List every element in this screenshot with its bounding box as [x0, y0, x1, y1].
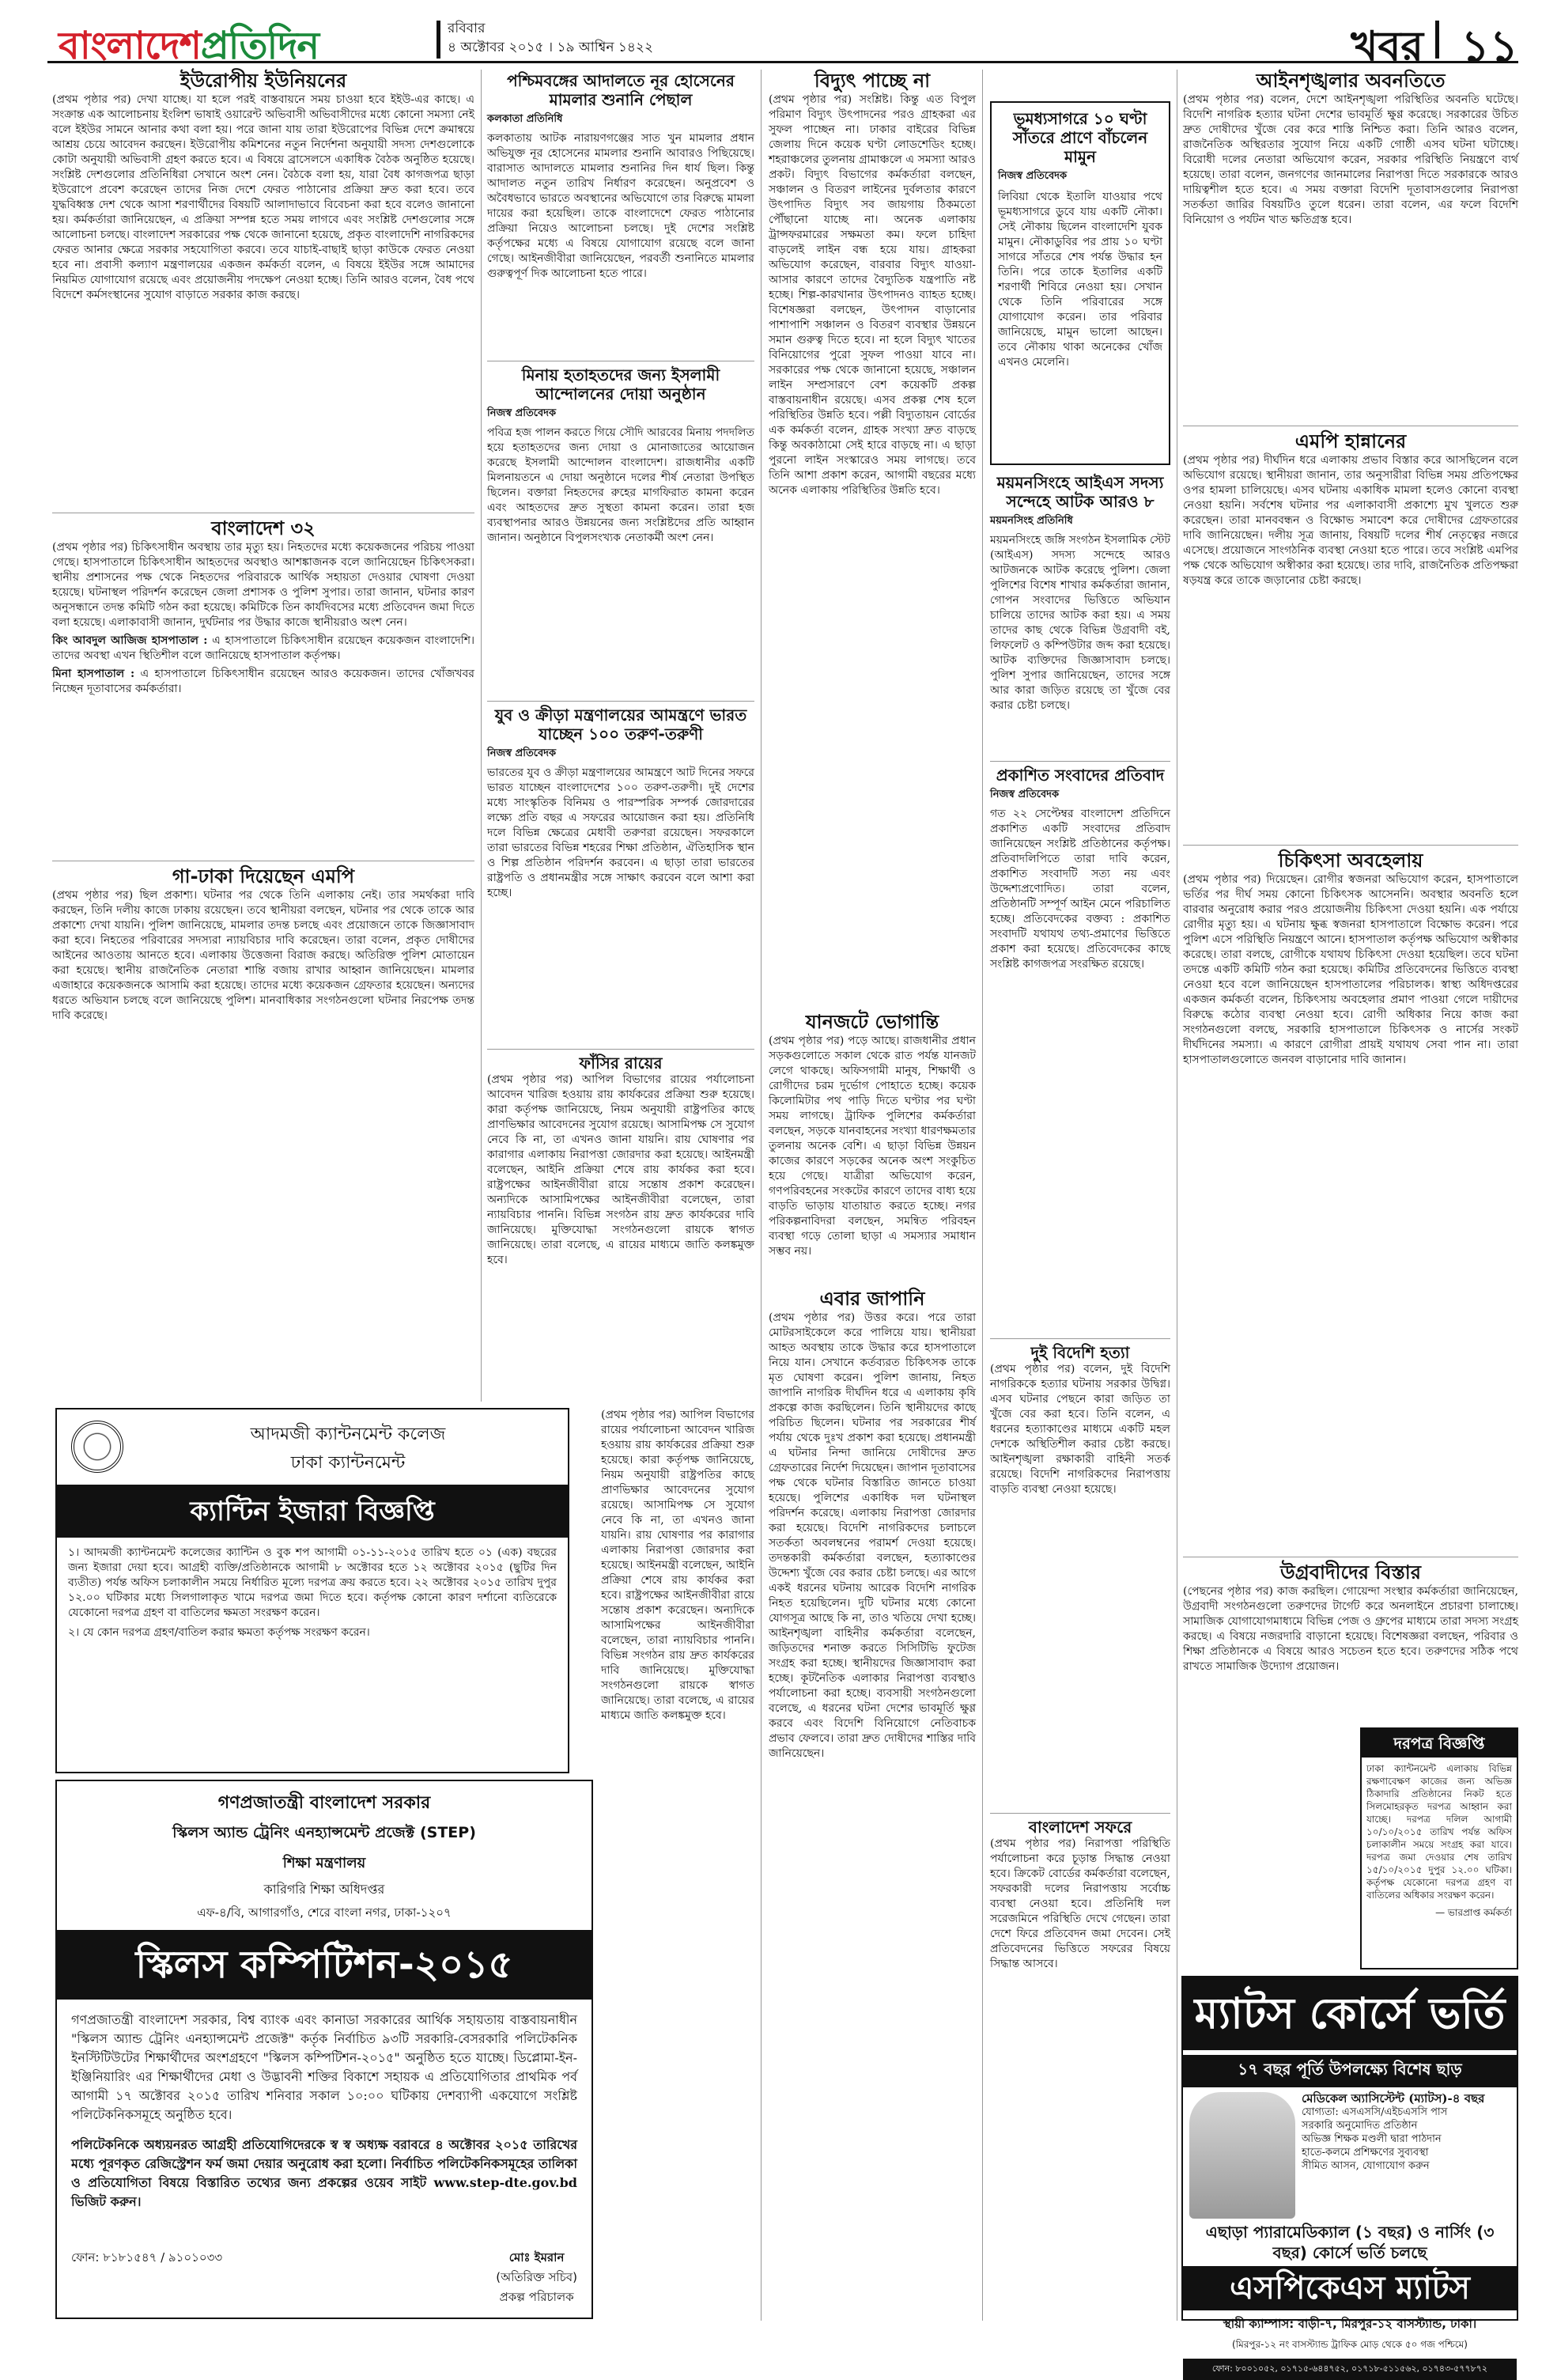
notice-head: দরপত্র বিজ্ঞপ্তি: [1362, 1729, 1517, 1758]
article-lawandorder: [1183, 70, 1518, 422]
ad-phone: ফোন: ৮১৮১৫৪৭ / ৯১০১০৩৩: [71, 2250, 223, 2265]
article-power: [769, 70, 976, 1003]
ad-body2: পলিটেকনিকে অধ্যয়নরত আগ্রহী প্রতিযোগিদেরকে স্ব স্ব অধ্যক্ষ বরাবরে ৪ অক্টোবর ২০১৫ তারিখের মধ্যে পূরণকৃত রেজিস্ট্রেশন ফর্ম জমা দেয়ার অনুরোধ করা হলো। নির্বাচিত পলিটেকনিকসমূহের তালিকা ও প্রতিযোগিতা বিষয়ে বিস্তারিত তথ্যের জন্য প্রকল্পের ওয়েব সাইট www.step-dte.gov.bd ভিজিট করুন।: [71, 2137, 577, 2209]
article-body: পবিত্র হজ পালন করতে গিয়ে সৌদি আরবের মিনায় পদদলিত হয়ে হতাহতদের জন্য দোয়া ও মোনাজাতের আয়োজন করেছে ইসলামী আন্দোলন বাংলাদেশ। রাজধানীর একটি মিলনায়তনে এ দোয়া অনুষ্ঠানে দলের শীর্ষ নেতারা উপস্থিত ছিলেন। বক্তারা নিহতদের রুহের মাগফিরাত কামনা করেন এবং আহতদের দ্রুত সুস্থতা কামনা করেন। তারা হজ ব্যবস্থাপনার আরও উন্নয়নের জন্য সংশ্লিষ্টদের প্রতি আহ্বান জানান। অনুষ্ঠানে বিপুলসংখ্যক নেতাকর্মী অংশ নেন।: [487, 426, 754, 544]
article-title: চিকিৎসা অবহেলায়: [1278, 849, 1423, 872]
article-body: কলকাতায় আটক নারায়ণগঞ্জের সাত খুন মামলার প্রধান অভিযুক্ত নূর হোসেনের মামলার শুনানি আবারও পিছিয়েছে। বারাসাত আদালতে মামলার শুনানির দিন ধার্য ছিল। কিন্তু আদালত নতুন তারিখ নির্ধারণ করেছেন। অনুপ্রবেশ ও অবৈধভাবে ভারতে অবস্থানের অভিযোগে তার বিরুদ্ধে মামলা দায়ের করা হয়েছিল। তাকে বাংলাদেশে ফেরত পাঠানোর প্রক্রিয়া নিয়েও আলোচনা চলছে। দুই দেশের সংশ্লিষ্ট কর্তৃপক্ষের মধ্যে এ বিষয়ে যোগাযোগ রয়েছে বলে জানা গেছে। আইনজীবীরা জানিয়েছেন, পরবর্তী শুনানিতে মামলার গুরুত্বপূর্ণ দিক আলোচনা হতে পারে।: [487, 132, 754, 280]
article-title: যানজটে ভোগান্তি: [805, 1011, 939, 1033]
divider: [990, 1338, 1170, 1339]
ad-list-item: মেডিকেল অ্যাসিস্টেন্ট (ম্যাটস)-৪ বছর: [1302, 2091, 1485, 2106]
ad-list-item: হাতে-কলমে প্রশিক্ষণের সুব্যবস্থা: [1302, 2147, 1429, 2159]
ad-body2: ২। যে কোন দরপত্র গ্রহণ/বাতিল করার ক্ষমতা কর্তৃপক্ষ সংরক্ষণ করেন।: [68, 1626, 370, 1639]
ad-skills-competition: [55, 1780, 593, 2319]
student-photo-icon: [1189, 2092, 1295, 2219]
article-westbengal: [487, 71, 754, 356]
ad-phone: ফোন: ৮০০১০৫২, ০১৭১৫-৬৪৪৭৫২, ০১৭১৮-৫১১৫৬২, ০১৭৪৩-৫৭৭৮৭২: [1183, 2359, 1517, 2380]
page-number: ১১: [1461, 21, 1518, 73]
ad-address: স্থায়ী ক্যাম্পাস: বাড়ী-৭, মিরপুর-১২ বাসস্ট্যান্ড, ঢাকা।: [1223, 2317, 1477, 2331]
article-title: আইনশৃঙ্খলার অবনতিতে: [1256, 70, 1446, 92]
article-bd32: [52, 517, 474, 857]
ad-body: ১। আদমজী ক্যান্টনমেন্ট কলেজের ক্যান্টিন ও বুক শপ আগামী ০১-১১-২০১৫ তারিখ হতে ০১ (এক) বছরের জন্য ইজারা দেয়া হবে। আগ্রহী ব্যক্তি/প্রতিষ্ঠানকে আগামী ৮ অক্টোবর হতে ১২ অক্টোবর ২০১৫ (ছুটির দিন ব্যতীত) পর্যন্ত অফিস চলাকালীন সময়ে নির্ধারিত মূল্যে দরপত্র ক্রয় করতে হবে। ২২ অক্টোবর ২০১৫ তারিখ দুপুর ১২.০০ ঘটিকার মধ্যে সিলগালাকৃত খামে দরপত্র জমা দিতে হবে। কর্তৃপক্ষ কোনো কারণ দর্শানো ব্যতিরেকে যেকোনো দরপত্র গ্রহণ বা বাতিলের ক্ষমতা সংরক্ষণ করেন।: [68, 1546, 557, 1619]
tender-notice: [1360, 1727, 1518, 1969]
divider: [990, 761, 1170, 762]
article-body: এ হাসপাতালে চিকিৎসাধীন রয়েছেন কয়েকজন বাংলাদেশি। তাদের অবস্থা এখন স্থিতিশীল বলে জানিয়েছে হাসপাতাল কর্তৃপক্ষ।: [52, 634, 475, 662]
article-title: ইউরোপীয় ইউনিয়নের: [180, 70, 347, 92]
divider: [487, 701, 754, 702]
article-title: ফাঁসির রায়ের: [579, 1054, 663, 1073]
article-body: (প্রথম পৃষ্ঠার পর) ছিল প্রকাশ্য। ঘটনার পর থেকে তিনি এলাকায় নেই। তার সমর্থকরা দাবি করছেন, তিনি দলীয় কাজে ঢাকায় রয়েছেন। তবে স্থানীয়রা বলছেন, ঘটনার পর থেকে তাকে আর প্রকাশ্যে দেখা যায়নি। পুলিশ জানিয়েছে, মামলার তদন্ত চলছে এবং প্রয়োজনে তাকে জিজ্ঞাসাবাদ করা হবে। নিহতের পরিবারের সদস্যরা ন্যায়বিচার দাবি করেছেন। তারা বলেন, প্রকৃত দোষীদের আইনের আওতায় আনতে হবে। এলাকায় উত্তেজনা বিরাজ করছে। অতিরিক্ত পুলিশ মোতায়েন করা হয়েছে। স্থানীয় রাজনৈতিক নেতারা শান্তি বজায় রাখার আহ্বান জানিয়েছেন। মামলার এজাহারে কয়েকজনকে আসামি করা হয়েছে। তাদের মধ্যে কয়েকজন গ্রেফতার হয়েছেন। অন্যদের ধরতে অভিযান চলছে বলে জানিয়েছে পুলিশ। মানবাধিকার সংগঠনগুলো ঘটনার নিরপেক্ষ তদন্ত দাবি করেছে।: [52, 888, 474, 1022]
article-medical: [1183, 849, 1518, 1553]
article-title: বাংলাদেশ সফরে: [1028, 1818, 1132, 1837]
logo-part2: প্রতিদিন: [200, 24, 319, 68]
article-title: মিনায় হতাহতদের জন্য ইসলামী আন্দোলনের দোয়া অনুষ্ঠান: [521, 365, 720, 403]
article-mymensingh: [990, 473, 1170, 758]
article-body: লিবিয়া থেকে ইতালি যাওয়ার পথে ভূমধ্যসাগরে ডুবে যায় একটি নৌকা। সেই নৌকায় ছিলেন বাংলাদেশি যুবক মামুন। নৌকাডুবির পর প্রায় ১০ ঘণ্টা সাগরে সাঁতরে শেষ পর্যন্ত উদ্ধার হন তিনি। পরে তাকে ইতালির একটি শরণার্থী শিবিরে নেওয়া হয়। সেখান থেকে তিনি পরিবারের সঙ্গে যোগাযোগ করেন। তার পরিবার জানিয়েছে, মামুন ভালো আছেন। তবে নৌকায় থাকা অনেকের খোঁজ এখনও মেলেনি।: [998, 191, 1162, 369]
article-body: (প্রথম পৃষ্ঠার পর) বলেন, দেশে আইনশৃঙ্খলা পরিস্থিতির অবনতি ঘটেছে। বিদেশি নাগরিক হত্যার ঘটনা দেশের ভাবমূর্তি ক্ষুণ্ণ করেছে। সরকারের উচিত দ্রুত দোষীদের খুঁজে বের করে শাস্তি নিশ্চিত করা। তিনি আরও বলেন, রাজনৈতিক অস্থিরতার সুযোগ নিয়ে একটি গোষ্ঠী এসব ঘটনা ঘটাচ্ছে। বিরোধী দলের নেতারা অভিযোগ করেন, সরকার পরিস্থিতি নিয়ন্ত্রণে ব্যর্থ হয়েছে। তারা বলেন, জনগণের জানমালের নিরাপত্তা দিতে সরকারকে আরও দায়িত্বশীল হতে হবে। এ সময় বক্তারা বিদেশি দূতাবাসগুলোর নিরাপত্তা সতর্কতা জারির বিষয়টিও তুলে ধরেন। তারা বলেন, এর ফলে বিদেশি বিনিয়োগ ও পর্যটন খাত ক্ষতিগ্রস্ত হবে।: [1183, 93, 1518, 226]
article-body: (প্রথম পৃষ্ঠার পর) দিয়েছেন। রোগীর স্বজনরা অভিযোগ করেন, হাসপাতালে ভর্তির পর দীর্ঘ সময় কোনো চিকিৎসক আসেননি। অবস্থার অবনতি হলে বারবার অনুরোধ করার পরও প্রয়োজনীয় চিকিৎসা দেওয়া হয়নি। এক পর্যায়ে রোগীর মৃত্যু হয়। এ ঘটনায় ক্ষুব্ধ স্বজনরা হাসপাতালে বিক্ষোভ করেন। পরে পুলিশ এসে পরিস্থিতি নিয়ন্ত্রণে আনে। হাসপাতাল কর্তৃপক্ষ অভিযোগ অস্বীকার করেছে। তারা বলছে, রোগীকে যথাযথ চিকিৎসা দেওয়া হয়েছিল। তবে ঘটনা তদন্তে একটি কমিটি গঠন করা হয়েছে। কমিটির প্রতিবেদনের ভিত্তিতে ব্যবস্থা নেওয়া হবে বলে জানিয়েছেন হাসপাতালের পরিচালক। স্বাস্থ্য অধিদপ্তরের একজন কর্মকর্তা বলেন, চিকিৎসায় অবহেলার প্রমাণ পাওয়া গেলে দায়ীদের বিরুদ্ধে কঠোর ব্যবস্থা নেওয়া হবে। রোগী অধিকার নিয়ে কাজ করা সংগঠনগুলো বলছে, সরকারি হাসপাতালে চিকিৎসক ও নার্সের সংকট দীর্ঘদিনের সমস্যা। এ কারণে রোগীরা প্রায়ই যথাযথ সেবা পান না। তারা হাসপাতালগুলোতে জনবল বাড়ানোর দাবি জানান।: [1183, 872, 1518, 1066]
ad-line2: ঢাকা ক্যান্টনমেন্ট: [290, 1453, 406, 1473]
article-title: গা-ঢাকা দিয়েছেন এমপি: [172, 865, 355, 887]
article-body: (পেছনের পৃষ্ঠার পর) কাজ করছিল। গোয়েন্দা সংস্থার কর্মকর্তারা জানিয়েছেন, উগ্রবাদী সংগঠনগুলো তরুণদের টার্গেট করে অনলাইনে প্রচারণা চালাচ্ছে। সামাজিক যোগাযোগমাধ্যমে বিভিন্ন পেজ ও গ্রুপের মাধ্যমে তারা সদস্য সংগ্রহ করছে। এ বিষয়ে নজরদারি বাড়ানো হয়েছে। বিশেষজ্ঞরা বলছেন, পরিবার ও শিক্ষা প্রতিষ্ঠানকে এ বিষয়ে আরও সচেতন হতে হবে। তরুণদের সঠিক পথে রাখতে সামাজিক উদ্যোগ প্রয়োজন।: [1183, 1584, 1518, 1673]
date: ৪ অক্টোবর ২০১৫ । ১৯ আশ্বিন ১৪২২: [448, 40, 654, 55]
column-rule: [761, 70, 762, 2321]
ad-band: স্কিলস কম্পিটিশন-২০১৫: [57, 1930, 591, 2000]
ad-ministry: শিক্ষা মন্ত্রণালয়: [282, 1855, 366, 1871]
article-body: ভারতের যুব ও ক্রীড়া মন্ত্রণালয়ের আমন্ত্রণে আট দিনের সফরে ভারত যাচ্ছেন বাংলাদেশের ১০০ তরুণ-তরুণী। দুই দেশের মধ্যে সাংস্কৃতিক বিনিময় ও পারস্পরিক সম্পর্ক জোরদারের লক্ষ্যে প্রতি বছর এ সফরের আয়োজন করা হয়। প্রতিনিধি দলে বিভিন্ন ক্ষেত্রের মেধাবী তরুণরা রয়েছেন। সফরকালে তারা ভারতের বিভিন্ন শহরের শিক্ষা প্রতিষ্ঠান, ঐতিহাসিক স্থান ও শিল্প প্রতিষ্ঠান পরিদর্শন করবেন। এ ছাড়া তারা ভারতের রাষ্ট্রপতি ও প্রধানমন্ত্রীর সঙ্গে সাক্ষাৎ করবেন বলে আশা করা হচ্ছে।: [487, 766, 754, 899]
day: রবিবার: [448, 21, 486, 36]
article-title: যুব ও ক্রীড়া মন্ত্রণালয়ের আমন্ত্রণে ভারত যাচ্ছেন ১০০ তরুণ-তরুণী: [494, 706, 747, 744]
notice-body: ঢাকা ক্যান্টনমেন্ট এলাকায় বিভিন্ন রক্ষণাবেক্ষণ কাজের জন্য অভিজ্ঞ ঠিকাদারি প্রতিষ্ঠানের নিকট হতে সিলমোহরকৃত দরপত্র আহ্বান করা যাচ্ছে। দরপত্র দলিল আগামী ১০/১০/২০১৫ তারিখ পর্যন্ত অফিস চলাকালীন সময়ে সংগ্রহ করা যাবে। দরপত্র জমা দেওয়ার শেষ তারিখ ১৫/১০/২০১৫ দুপুর ১২.০০ ঘটিকা। কর্তৃপক্ষ যেকোনো দরপত্র গ্রহণ বা বাতিলের অধিকার সংরক্ষণ করেন।: [1366, 1763, 1512, 1901]
ad-body: গণপ্রজাতন্ত্রী বাংলাদেশ সরকার, বিশ্ব ব্যাংক এবং কানাডা সরকারের আর্থিক সহায়তায় বাস্তবায়নাধীন "স্কিলস অ্যান্ড ট্রেনিং এনহ্যান্সমেন্ট প্রজেক্ট" কর্তৃক নির্বাচিত ৯৩টি সরকারি-বেসরকারি পলিটেকনিক ইনস্টিটিউটের শিক্ষার্থীদের অংশগ্রহণে "স্কিলস কম্পিটিশন-২০১৫" অনুষ্ঠিত হতে যাচ্ছে। ডিপ্লোমা-ইন-ইঞ্জিনিয়ারিং এর শিক্ষার্থীদের মেধা ও উদ্ভাবনী শক্তির বিকাশে সহায়ক এ প্রতিযোগিতার প্রাথমিক পর্ব আগামী ১৭ অক্টোবর ২০১৫ তারিখ শনিবার সকাল ১০:০০ ঘটিকায় দেশব্যাপী একযোগে সংশ্লিষ্ট পলিটেকনিকসমূহে অনুষ্ঠিত হবে।: [71, 2012, 577, 2122]
ad-band: ক্যান্টিন ইজারা বিজ্ঞপ্তি: [57, 1485, 568, 1538]
article-body: (প্রথম পৃষ্ঠার পর) সংশ্লিষ্ট। কিন্তু এত বিপুল পরিমাণ বিদ্যুৎ উৎপাদনের পরও গ্রাহকরা এর সুফল পাচ্ছেন না। ঢাকার বাইরের বিভিন্ন জেলায় দিনে কয়েক ঘণ্টা লোডশেডিং হচ্ছে। শহরাঞ্চলের তুলনায় গ্রামাঞ্চলে এ সমস্যা আরও প্রকট। বিদ্যুৎ বিভাগের কর্মকর্তারা বলছেন, সঞ্চালন ও বিতরণ লাইনের দুর্বলতার কারণে উৎপাদিত বিদ্যুৎ সব জায়গায় ঠিকমতো পৌঁছানো যাচ্ছে না। অনেক এলাকায় ট্রান্সফরমারের সক্ষমতা কম। ফলে চাহিদা বাড়লেই লাইন বন্ধ হয়ে যায়। গ্রাহকরা অভিযোগ করেছেন, বারবার বিদ্যুৎ যাওয়া-আসার কারণে তাদের বৈদ্যুতিক যন্ত্রপাতি নষ্ট হচ্ছে। শিল্প-কারখানার উৎপাদনও ব্যাহত হচ্ছে। বিশেষজ্ঞরা বলছেন, উৎপাদন বাড়ানোর পাশাপাশি সঞ্চালন ও বিতরণ ব্যবস্থার উন্নয়নে সমান গুরুত্ব দিতে হবে। না হলে বিদ্যুৎ খাতের বিনিয়োগের পুরো সুফল পাওয়া যাবে না। সরকারের পক্ষ থেকে জানানো হয়েছে, সঞ্চালন লাইন সম্প্রসারণে বেশ কয়েকটি প্রকল্প বাস্তবায়নাধীন রয়েছে। এসব প্রকল্প শেষ হলে পরিস্থিতির উন্নতি হবে। পল্লী বিদ্যুতায়ন বোর্ডের এক কর্মকর্তা বলেন, গ্রাহক সংখ্যা দ্রুত বাড়ছে কিন্তু অবকাঠামো সেই হারে বাড়ছে না। এ ছাড়া পুরনো লাইন সংস্কারেও সময় লাগছে। তবে তিনি আশা প্রকাশ করেন, আগামী বছরের মধ্যে অনেক এলাকায় পরিস্থিতির উন্নতি হবে।: [769, 93, 976, 497]
ad-list-item: অভিজ্ঞ শিক্ষক মণ্ডলী দ্বারা পাঠদান: [1302, 2133, 1442, 2145]
ad-list-item: সরকারি অনুমোদিত প্রতিষ্ঠান: [1302, 2120, 1418, 2132]
article-mamun-box: [990, 101, 1170, 465]
subhead: মিনা হাসপাতাল :: [52, 667, 135, 680]
article-byline: নিজস্ব প্রতিবেদক: [487, 407, 557, 419]
divider: [487, 1049, 754, 1050]
article-body: (প্রথম পৃষ্ঠার পর) আপিল বিভাগের রায়ের পর্যালোচনা আবেদন খারিজ হওয়ায় রায় কার্যকরের প্রক্রিয়া শুরু হয়েছে। কারা কর্তৃপক্ষ জানিয়েছে, নিয়ম অনুযায়ী রাষ্ট্রপতির কাছে প্রাণভিক্ষার আবেদনের সুযোগ রয়েছে। আসামিপক্ষ সে সুযোগ নেবে কি না, তা এখনও জানা যায়নি। রায় ঘোষণার পর কারাগার এলাকায় নিরাপত্তা জোরদার করা হয়েছে। আইনমন্ত্রী বলেছেন, আইনি প্রক্রিয়া শেষে রায় কার্যকর করা হবে। রাষ্ট্রপক্ষের আইনজীবীরা রায়ে সন্তোষ প্রকাশ করেছেন। অন্যদিকে আসামিপক্ষের আইনজীবীরা বলেছেন, তারা ন্যায়বিচার পাননি। বিভিন্ন সংগঠন রায় দ্রুত কার্যকরের দাবি জানিয়েছে। মুক্তিযোদ্ধা সংগঠনগুলো রায়কে স্বাগত জানিয়েছে। তারা বলেছে, এ রায়ের মাধ্যমে জাতি কলঙ্কমুক্ত হবে।: [487, 1073, 754, 1266]
ad-address: এফ-৪/বি, আগারগাঁও, শেরে বাংলা নগর, ঢাকা-১২০৭: [197, 1905, 452, 1920]
divider: [990, 1813, 1170, 1814]
article-title: ভূমধ্যসাগরে ১০ ঘণ্টা সাঁতরে প্রাণে বাঁচলেন মামুন: [1012, 109, 1148, 166]
article-mina: [487, 365, 754, 698]
subhead: কিং আবদুল আজিজ হাসপাতাল :: [52, 634, 208, 647]
column-rule: [481, 70, 482, 1402]
article-title: এমপি হান্নানের: [1294, 430, 1407, 452]
article-byline: কলকাতা প্রতিনিধি: [487, 113, 563, 125]
article-body: (প্রথম পৃষ্ঠার পর) আপিল বিভাগের রায়ের পর্যালোচনা আবেদন খারিজ হওয়ায় রায় কার্যকরের প্রক্রিয়া শুরু হয়েছে। কারা কর্তৃপক্ষ জানিয়েছে, নিয়ম অনুযায়ী রাষ্ট্রপতির কাছে প্রাণভিক্ষার আবেদনের সুযোগ রয়েছে। আসামিপক্ষ সে সুযোগ নেবে কি না, তা এখনও জানা যায়নি। রায় ঘোষণার পর কারাগার এলাকায় নিরাপত্তা জোরদার করা হয়েছে। আইনমন্ত্রী বলেছেন, আইনি প্রক্রিয়া শেষে রায় কার্যকর করা হবে। রাষ্ট্রপক্ষের আইনজীবীরা রায়ে সন্তোষ প্রকাশ করেছেন। অন্যদিকে আসামিপক্ষের আইনজীবীরা বলেছেন, তারা ন্যায়বিচার পাননি। বিভিন্ন সংগঠন রায় দ্রুত কার্যকরের দাবি জানিয়েছে। মুক্তিযোদ্ধা সংগঠনগুলো রায়কে স্বাগত জানিয়েছে। তারা বলেছে, এ রায়ের মাধ্যমে জাতি কলঙ্কমুক্ত হবে।: [601, 1409, 754, 1722]
article-body: (প্রথম পৃষ্ঠার পর) বলেন, দুই বিদেশি নাগরিককে হত্যার ঘটনায় সরকার উদ্বিগ্ন। এসব ঘটনার পেছনে কারা জড়িত তা খুঁজে বের করা হবে। তিনি বলেন, এ ধরনের হত্যাকাণ্ডের মাধ্যমে একটি মহল দেশকে অস্থিতিশীল করার চেষ্টা করছে। আইনশৃঙ্খলা রক্ষাকারী বাহিনী সতর্ক রয়েছে। বিদেশি নাগরিকদের নিরাপত্তায় বাড়তি ব্যবস্থা নেওয়া হয়েছে।: [990, 1363, 1170, 1496]
ad-address2: (মিরপুর-১২ নং বাসস্ট্যান্ড ট্রাফিক মোড় থেকে ৫০ গজ পশ্চিমে): [1232, 2339, 1468, 2350]
ad-sig-role: প্রকল্প পরিচালক: [499, 2290, 574, 2304]
article-body: (প্রথম পৃষ্ঠার পর) দীর্ঘদিন ধরে এলাকায় প্রভাব বিস্তার করে আসছিলেন বলে অভিযোগ রয়েছে। স্থানীয়রা জানান, তার অনুসারীরা বিভিন্ন সময় প্রতিপক্ষের ওপর হামলা চালিয়েছে। এসব ঘটনায় একাধিক মামলা হলেও কোনো ব্যবস্থা নেওয়া হয়নি। সর্বশেষ ঘটনার পর এলাকাবাসী প্রকাশ্যে মুখ খুলতে শুরু করেছেন। তারা মানববন্ধন ও বিক্ষোভ সমাবেশ করে দোষীদের গ্রেফতারের দাবি জানিয়েছেন। দলীয় সূত্র জানায়, বিষয়টি দলের শীর্ষ নেতৃত্বের নজরে এসেছে। প্রয়োজনে সাংগঠনিক ব্যবস্থা নেওয়া হতে পারে। তবে সংশ্লিষ্ট এমপির পক্ষ থেকে অভিযোগ অস্বীকার করা হয়েছে। তার দাবি, রাজনৈতিক প্রতিপক্ষরা ষড়যন্ত্র করে তাকে জড়ানোর চেষ্টা করছে।: [1183, 453, 1518, 587]
ad-list-item: যোগ্যতা: এসএসসি/এইচএসসি পাস: [1302, 2106, 1448, 2118]
ad-gov: গণপ্রজাতন্ত্রী বাংলাদেশ সরকার: [217, 1793, 431, 1813]
article-title: এবার জাপানি: [819, 1288, 925, 1310]
article-protest: [990, 766, 1170, 1335]
article-youth: [487, 706, 754, 1046]
article-title: দুই বিদেশি হত্যা: [1030, 1343, 1130, 1362]
article-mpkhan: [1183, 430, 1518, 842]
ad-canteen-lease: [55, 1408, 569, 1773]
article-body: (প্রথম পৃষ্ঠার পর) চিকিৎসাধীন অবস্থায় তার মৃত্যু হয়। নিহতদের মধ্যে কয়েকজনের পরিচয় পাওয়া গেছে। হাসপাতালে চিকিৎসাধীন আহতদের অবস্থাও আশঙ্কাজনক বলে জানিয়েছেন চিকিৎসকরা। স্থানীয় প্রশাসনের পক্ষ থেকে নিহতদের পরিবারকে আর্থিক সহায়তা দেওয়ার ঘোষণা দেওয়া হয়েছে। ঘটনাস্থল পরিদর্শন করেছেন জেলা প্রশাসক ও পুলিশ সুপার। তারা জানান, ঘটনার কারণ অনুসন্ধানে তদন্ত কমিটি গঠন করা হয়েছে। কমিটিকে তিন কার্যদিবসের মধ্যে প্রতিবেদন জমা দিতে বলা হয়েছে। এলাকাবাসী জানান, দুর্ঘটনার পর উদ্ধার কাজে স্থানীয়রাও অংশ নেন।: [52, 540, 474, 629]
article-hanging-cont: [601, 1408, 754, 2318]
article-body: ময়মনসিংহে জঙ্গি সংগঠন ইসলামিক স্টেট (আইএস) সদস্য সন্দেহে আরও আটজনকে আটক করেছে পুলিশ। জেলা পুলিশের বিশেষ শাখার কর্মকর্তারা জানান, গোপন সংবাদের ভিত্তিতে অভিযান চালিয়ে তাদের আটক করা হয়। এ সময় তাদের কাছ থেকে বিভিন্ন উগ্রবাদী বই, লিফলেট ও কম্পিউটার জব্দ করা হয়েছে। আটক ব্যক্তিদের জিজ্ঞাসাবাদ চলছে। পুলিশ সুপার জানিয়েছেন, তাদের সঙ্গে আর কারা জড়িত রয়েছে তা খুঁজে বের করার চেষ্টা চলছে।: [990, 534, 1170, 712]
ad-sig-title: (অতিরিক্ত সচিব): [496, 2270, 577, 2284]
article-title: উগ্রবাদীদের বিস্তার: [1280, 1561, 1421, 1584]
ad-project: স্কিলস অ্যান্ড ট্রেনিং এনহ্যান্সমেন্ট প্রজেক্ট (STEP): [172, 1824, 476, 1841]
article-byline: ময়মনসিংহ প্রতিনিধি: [990, 515, 1073, 527]
logo-part1: বাংলাদেশ: [59, 24, 201, 68]
article-title: ময়মনসিংহে আইএস সদস্য সন্দেহে আটক আরও ৮: [996, 473, 1164, 511]
article-byline: নিজস্ব প্রতিবেদক: [487, 747, 557, 759]
article-body: গত ২২ সেপ্টেম্বর বাংলাদেশ প্রতিদিনে প্রকাশিত একটি সংবাদের প্রতিবাদ জানিয়েছেন সংশ্লিষ্ট প্রতিষ্ঠানের কর্তৃপক্ষ। প্রতিবাদলিপিতে তারা দাবি করেন, প্রকাশিত সংবাদটি সত্য নয় এবং উদ্দেশ্যপ্রণোদিত। তারা বলেন, প্রতিষ্ঠানটি সম্পূর্ণ আইন মেনে পরিচালিত হচ্ছে। প্রতিবেদকের বক্তব্য : প্রকাশিত সংবাদটি যথাযথ তথ্য-প্রমাণের ভিত্তিতে প্রকাশ করা হয়েছে। প্রতিবেদকের কাছে সংশ্লিষ্ট কাগজপত্র সংরক্ষিত রয়েছে।: [990, 808, 1170, 971]
ad-mats-admission: [1181, 1976, 1518, 2374]
article-byline: নিজস্ব প্রতিবেদক: [990, 789, 1060, 800]
article-jobs: [769, 1011, 976, 1280]
article-europe: [52, 70, 474, 509]
article-title: বাংলাদেশ ৩২: [211, 517, 316, 539]
article-japan: [769, 1288, 976, 2316]
article-byline: নিজস্ব প্রতিবেদক: [998, 170, 1068, 182]
article-body: (প্রথম পৃষ্ঠার পর) দেখা যাচ্ছে। যা হলে পরই বাস্তবায়নে সময় চাওয়া হবে ইইউ-এর কাছে। এ সংক্রান্ত এক আলোচনায় ইংলিশ ভাষাই ওয়ারেন্ট অভিবাসী অভিবাসীদের মধ্যে কোনো সমস্যা নেই বলে ইইউর সামনে আনার কথা বলা হয়। পরে জানা যায় তারা ইউরোপের বিভিন্ন দেশে ক্রমান্বয়ে আশ্রয় চেয়ে আবেদন করছেন। ইউরোপীয় কমিশনের নতুন নির্দেশনা অনুযায়ী সদস্য দেশগুলোকে কোটা অনুযায়ী অভিবাসী গ্রহণ করতে হবে। এ বিষয়ে ব্রাসেলসে একাধিক বৈঠক অনুষ্ঠিত হয়েছে। সংশ্লিষ্ট দেশগুলোর প্রতিনিধিরা সেখানে অংশ নেন। বৈঠকে বলা হয়, যারা বৈধ কাগজপত্র ছাড়া ইউরোপে প্রবেশ করেছেন তাদের নিজ দেশে ফেরত পাঠানোর প্রক্রিয়া দ্রুত করা হবে। তবে যুদ্ধবিধ্বস্ত দেশ থেকে আসা শরণার্থীদের বিষয়টি আলাদাভাবে বিবেচনা করা হবে বলেও জানানো হয়। কর্মকর্তারা জানিয়েছেন, এ প্রক্রিয়া সম্পন্ন হতে সময় লাগবে এবং সংশ্লিষ্ট দেশগুলোর সঙ্গে আলোচনা চলছে। বাংলাদেশ সরকারের পক্ষ থেকে জানানো হয়েছে, প্রকৃত বাংলাদেশি নাগরিকদের ফেরত আনার ক্ষেত্রে সরকার সহযোগিতা করবে। তবে যাচাই-বাছাই ছাড়া কাউকে ফেরত নেওয়া হবে না। প্রবাসী কল্যাণ মন্ত্রণালয়ের একজন কর্মকর্তা বলেন, এ বিষয়ে ইইউর সঙ্গে আমাদের নিয়মিত যোগাযোগ রয়েছে এবং প্রয়োজনীয় পদক্ষেপ নেওয়া হচ্ছে। তিনি আরও বলেন, বৈধ পথে বিদেশে কর্মসংস্থানের সুযোগ বাড়াতে সরকার কাজ করছে।: [52, 93, 474, 301]
college-seal-icon: [71, 1421, 123, 1473]
page-divider: [1435, 21, 1439, 59]
masthead: [47, 14, 1518, 73]
article-body: (প্রথম পৃষ্ঠার পর) পড়ে আছে। রাজধানীর প্রধান সড়কগুলোতে সকাল থেকে রাত পর্যন্ত যানজট লেগে থাকছে। অফিসগামী মানুষ, শিক্ষার্থী ও রোগীদের চরম দুর্ভোগ পোহাতে হচ্ছে। কয়েক কিলোমিটার পথ পাড়ি দিতে ঘণ্টার পর ঘণ্টা সময় লাগছে। ট্রাফিক পুলিশের কর্মকর্তারা বলছেন, সড়কে যানবাহনের সংখ্যা ধারণক্ষমতার তুলনায় অনেক বেশি। এ ছাড়া বিভিন্ন উন্নয়ন কাজের কারণে সড়কের অনেক অংশ সংকুচিত হয়ে গেছে। যাত্রীরা অভিযোগ করেন, গণপরিবহনের সংকটের কারণে তাদের বাধ্য হয়ে বাড়তি ভাড়ায় যাতায়াত করতে হচ্ছে। নগর পরিকল্পনাবিদরা বলছেন, সমন্বিত পরিবহন ব্যবস্থা গড়ে তোলা ছাড়া এ সমস্যার সমাধান সম্ভব নয়।: [769, 1034, 976, 1258]
article-foreigners: [990, 1343, 1170, 1810]
section-name: খবর: [1351, 23, 1423, 70]
dateline: [448, 19, 653, 57]
ad-list-item: সীমিত আসন, যোগাযোগ করুন: [1302, 2160, 1430, 2172]
ad-band: ম্যাটস কোর্সে ভর্তি: [1183, 1977, 1517, 2050]
divider: [1183, 845, 1518, 846]
masthead-divider: [437, 21, 440, 59]
article-body: (প্রথম পৃষ্ঠার পর) নিরাপত্তা পরিস্থিতি পর্যালোচনা করে চূড়ান্ত সিদ্ধান্ত নেওয়া হবে। ক্রিকেট বোর্ডের কর্মকর্তারা বলেছেন, সফরকারী দলের নিরাপত্তায় সর্বোচ্চ ব্যবস্থা নেওয়া হবে। প্রতিনিধি দল সরেজমিনে পরিস্থিতি দেখে গেছেন। তারা দেশে ফিরে প্রতিবেদন জমা দেবেন। সেই প্রতিবেদনের ভিত্তিতে সফরের বিষয়ে সিদ্ধান্ত আসবে।: [990, 1837, 1170, 1970]
article-body: (প্রথম পৃষ্ঠার পর) উত্তর করে। পরে তারা মোটরসাইকেলে করে পালিয়ে যায়। স্থানীয়রা আহত অবস্থায় তাকে উদ্ধার করে হাসপাতালে নিয়ে যান। সেখানে কর্তব্যরত চিকিৎসক তাকে মৃত ঘোষণা করেন। পুলিশ জানায়, নিহত জাপানি নাগরিক দীর্ঘদিন ধরে এ এলাকায় কৃষি প্রকল্পে কাজ করছিলেন। তিনি স্থানীয়দের কাছে পরিচিত ছিলেন। ঘটনার পর সরকারের শীর্ষ পর্যায় থেকে দুঃখ প্রকাশ করা হয়েছে। প্রধানমন্ত্রী এ ঘটনার নিন্দা জানিয়ে দোষীদের দ্রুত গ্রেফতারের নির্দেশ দিয়েছেন। জাপান দূতাবাসের পক্ষ থেকে ঘটনার বিস্তারিত জানতে চাওয়া হয়েছে। পুলিশের একাধিক দল ঘটনাস্থল পরিদর্শন করেছে। এলাকায় নিরাপত্তা জোরদার করা হয়েছে। বিদেশি নাগরিকদের চলাচলে সতর্কতা অবলম্বনের পরামর্শ দেওয়া হয়েছে। তদন্তকারী কর্মকর্তারা বলছেন, হত্যাকাণ্ডের উদ্দেশ্য খুঁজে বের করার চেষ্টা চলছে। এর আগে একই ধরনের ঘটনায় আরেক বিদেশি নাগরিক নিহত হয়েছিলেন। দুটি ঘটনার মধ্যে কোনো যোগসূত্র আছে কি না, তাও খতিয়ে দেখা হচ্ছে। আইনশৃঙ্খলা বাহিনীর কর্মকর্তারা বলেছেন, জড়িতদের শনাক্ত করতে সিসিটিভি ফুটেজ সংগ্রহ করা হচ্ছে। স্থানীয়দের জিজ্ঞাসাবাদ করা হচ্ছে। কূটনৈতিক এলাকার নিরাপত্তা ব্যবস্থাও পর্যালোচনা করা হচ্ছে। ব্যবসায়ী সংগঠনগুলো বলেছে, এ ধরনের ঘটনা দেশের ভাবমূর্তি ক্ষুণ্ণ করবে এবং বিদেশি বিনিয়োগে নেতিবাচক প্রভাব ফেলবে। তারা দ্রুত দোষীদের শাস্তির দাবি জানিয়েছেন।: [769, 1311, 976, 1760]
article-title: পশ্চিমবঙ্গের আদালতে নূর হোসেনের মামলার শুনানি পেছাল: [507, 71, 735, 109]
article-gas: [52, 865, 474, 1400]
article-title: প্রকাশিত সংবাদের প্রতিবাদ: [996, 766, 1165, 785]
notice-sig: — ভারপ্রাপ্ত কর্মকর্তা: [1435, 1907, 1512, 1918]
ad-big: এছাড়া প্যারামেডিক্যাল (১ বছর) ও নার্সিং (৩ বছর) কোর্সে ভর্তি চলছে: [1205, 2223, 1495, 2262]
article-hanging: [487, 1054, 754, 1402]
article-bdtour: [990, 1818, 1170, 2316]
ad-name: এসপিকেএস ম্যাটস: [1183, 2266, 1517, 2310]
article-title: বিদ্যুৎ পাচ্ছে না: [814, 70, 931, 92]
ad-strip: ১৭ বছর পূর্তি উপলক্ষ্যে বিশেষ ছাড়: [1183, 2055, 1517, 2087]
column-rule: [982, 70, 983, 2321]
ad-signatory: মোঃ ইমরান: [508, 2250, 565, 2265]
ad-line1: আদমজী ক্যান্টনমেন্ট কলেজ: [250, 1425, 446, 1444]
article-body: এ হাসপাতালে চিকিৎসাধীন রয়েছেন আরও কয়েকজন। তাদের খোঁজখবর নিচ্ছেন দূতাবাসের কর্মকর্তারা।: [52, 667, 474, 695]
ad-dept: কারিগরি শিক্ষা অধিদপ্তর: [263, 1882, 385, 1897]
